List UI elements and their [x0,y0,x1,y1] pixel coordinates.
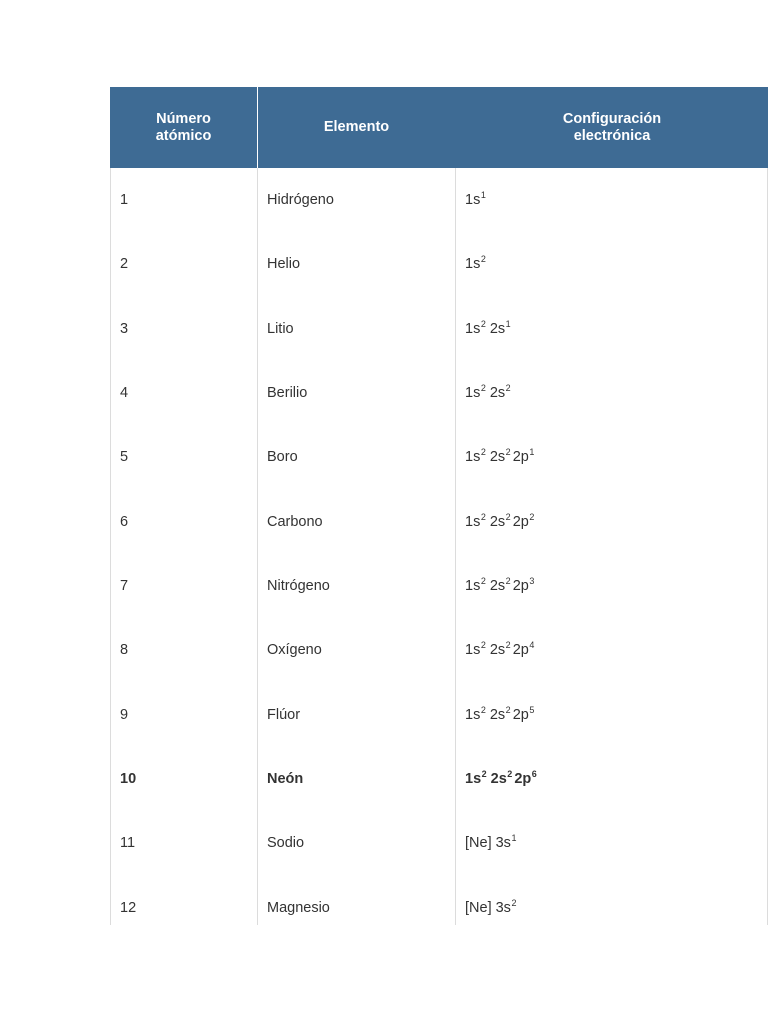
orbital-exponent: 2 [480,640,486,651]
orbital-term [513,578,535,594]
orbital-base: 1s [465,642,481,659]
orbital-base: 1s [465,513,481,530]
orbital-term [465,385,486,401]
orbital-base: 1s [465,256,481,273]
orbital-term [513,642,535,658]
orbital-term [489,704,511,723]
orbital-term [490,642,511,658]
orbital-term [512,704,535,723]
orbital-term [465,449,486,465]
table-row [110,361,768,425]
header-element [258,87,455,168]
atomic-number-cell: 2 [120,256,129,273]
orbital-term [465,642,486,658]
electron-configuration-cell [465,771,537,789]
electron-configuration-cell [465,704,535,725]
orbital-term [465,771,487,787]
element-name-cell: Oxígeno [267,642,322,659]
orbital-exponent: 6 [531,769,537,780]
orbital-term [490,578,511,594]
header-atomic-number-label: Número atómico [155,110,212,144]
orbital-term [512,511,535,530]
orbital-base: 2p [512,706,529,723]
element-name-cell: Magnesio [267,899,330,916]
atomic-number-cell: 4 [120,385,129,402]
orbital-exponent: 2 [480,254,486,265]
orbital-base: 1s [465,449,481,466]
orbital-exponent: 2 [505,704,511,715]
orbital-base: 2s [489,385,506,402]
table-row [110,747,768,811]
orbital-exponent: 5 [529,704,535,715]
element-name-cell: Hidrógeno [267,192,334,208]
orbital-base: 1s [465,578,481,595]
element-name-cell: Berilio [267,385,308,402]
orbital-base: 1s [465,385,481,402]
orbital-term [513,449,535,465]
orbital-base: 2p [512,513,529,530]
orbital-base: 2s [489,642,506,659]
orbital-base: 1s [465,706,481,723]
orbital-base: [Ne] 3s [465,835,511,852]
atomic-number-cell: 5 [120,449,129,466]
atomic-number-cell: 6 [120,513,129,530]
orbital-base: 2s [490,771,507,788]
orbital-term [491,771,513,787]
electron-configuration-table [110,87,768,925]
orbital-term [465,318,486,337]
orbital-term [465,256,486,272]
orbital-exponent: 2 [511,897,517,908]
element-name-cell: Carbono [267,513,323,530]
atomic-number-cell: 11 [120,835,136,852]
orbital-term [465,704,486,723]
orbital-exponent: 2 [505,447,511,458]
element-name-cell: Boro [267,449,298,466]
atomic-number-cell: 1 [120,192,129,208]
element-name-cell: Helio [267,256,301,273]
electron-configuration-cell [465,642,534,660]
electron-configuration-cell [465,897,517,918]
electron-configuration-cell [465,256,486,274]
orbital-exponent: 4 [529,640,535,651]
orbital-exponent: 3 [529,576,535,587]
orbital-base: 1s [465,771,482,788]
header-electron-configuration-label: Configuración electrónica [562,110,662,144]
orbital-exponent: 1 [480,190,486,200]
table-row [110,490,768,554]
table-header [110,87,768,168]
table-row [110,554,768,618]
table-row [110,425,768,489]
element-name-cell: Nitrógeno [267,578,330,595]
atomic-number-cell: 3 [120,320,129,337]
electron-configuration-cell [465,578,534,596]
orbital-term [490,385,511,401]
electron-configuration-cell [465,318,511,339]
orbital-term [490,449,511,465]
orbital-exponent: 2 [480,704,486,715]
table-row [110,683,768,747]
orbital-base: 2s [489,449,506,466]
table-body [110,168,768,925]
orbital-term [489,511,511,530]
orbital-exponent: 2 [480,576,486,587]
orbital-base: 2p [512,642,529,659]
orbital-base: 2p [512,449,529,466]
orbital-exponent: 2 [505,576,511,587]
orbital-exponent: 2 [507,769,513,780]
orbital-base: 2s [489,513,506,530]
orbital-exponent: 2 [480,318,486,329]
orbital-term [465,192,486,208]
orbital-base: 2s [489,706,506,723]
orbital-base: 1s [465,320,481,337]
table-row [110,811,768,875]
orbital-exponent: 2 [480,383,486,394]
atomic-number-cell: 9 [120,706,129,723]
table-row [110,168,768,232]
orbital-base: 2p [512,578,529,595]
orbital-exponent: 2 [480,447,486,458]
atomic-number-cell: 10 [120,771,137,788]
electron-configuration-cell [465,511,535,532]
orbital-term [465,511,486,530]
header-atomic-number [110,87,257,168]
header-element-label: Elemento [323,119,390,135]
header-electron-configuration [456,87,768,168]
table-row [110,618,768,682]
orbital-term [465,897,517,916]
element-name-cell: Litio [267,320,294,337]
electron-configuration-cell [465,192,486,210]
orbital-base: 2s [489,578,506,595]
orbital-base: 2s [489,320,506,337]
element-name-cell: Neón [267,771,304,788]
atomic-number-cell: 12 [120,899,137,916]
orbital-exponent: 1 [505,318,511,329]
orbital-exponent: 1 [511,833,517,844]
orbital-exponent: 2 [505,640,511,651]
orbital-term [489,318,511,337]
orbital-exponent: 2 [481,769,487,780]
atomic-number-cell: 8 [120,642,129,659]
table-row [110,876,768,925]
orbital-base: 1s [465,192,481,208]
orbital-term [465,835,516,851]
element-name-cell: Flúor [267,706,301,723]
orbital-exponent: 2 [505,511,511,522]
orbital-exponent: 2 [529,511,535,522]
table-row [110,232,768,296]
table-row [110,297,768,361]
orbital-term [465,578,486,594]
electron-configuration-cell [465,449,534,467]
orbital-term [514,771,536,787]
atomic-number-cell: 7 [120,578,129,595]
orbital-exponent: 2 [480,511,486,522]
element-name-cell: Sodio [267,835,305,852]
orbital-base: [Ne] 3s [465,899,511,916]
electron-configuration-cell [465,385,511,403]
orbital-exponent: 1 [529,447,535,458]
orbital-base: 2p [514,771,532,788]
electron-configuration-cell [465,835,516,853]
orbital-exponent: 2 [505,383,511,394]
